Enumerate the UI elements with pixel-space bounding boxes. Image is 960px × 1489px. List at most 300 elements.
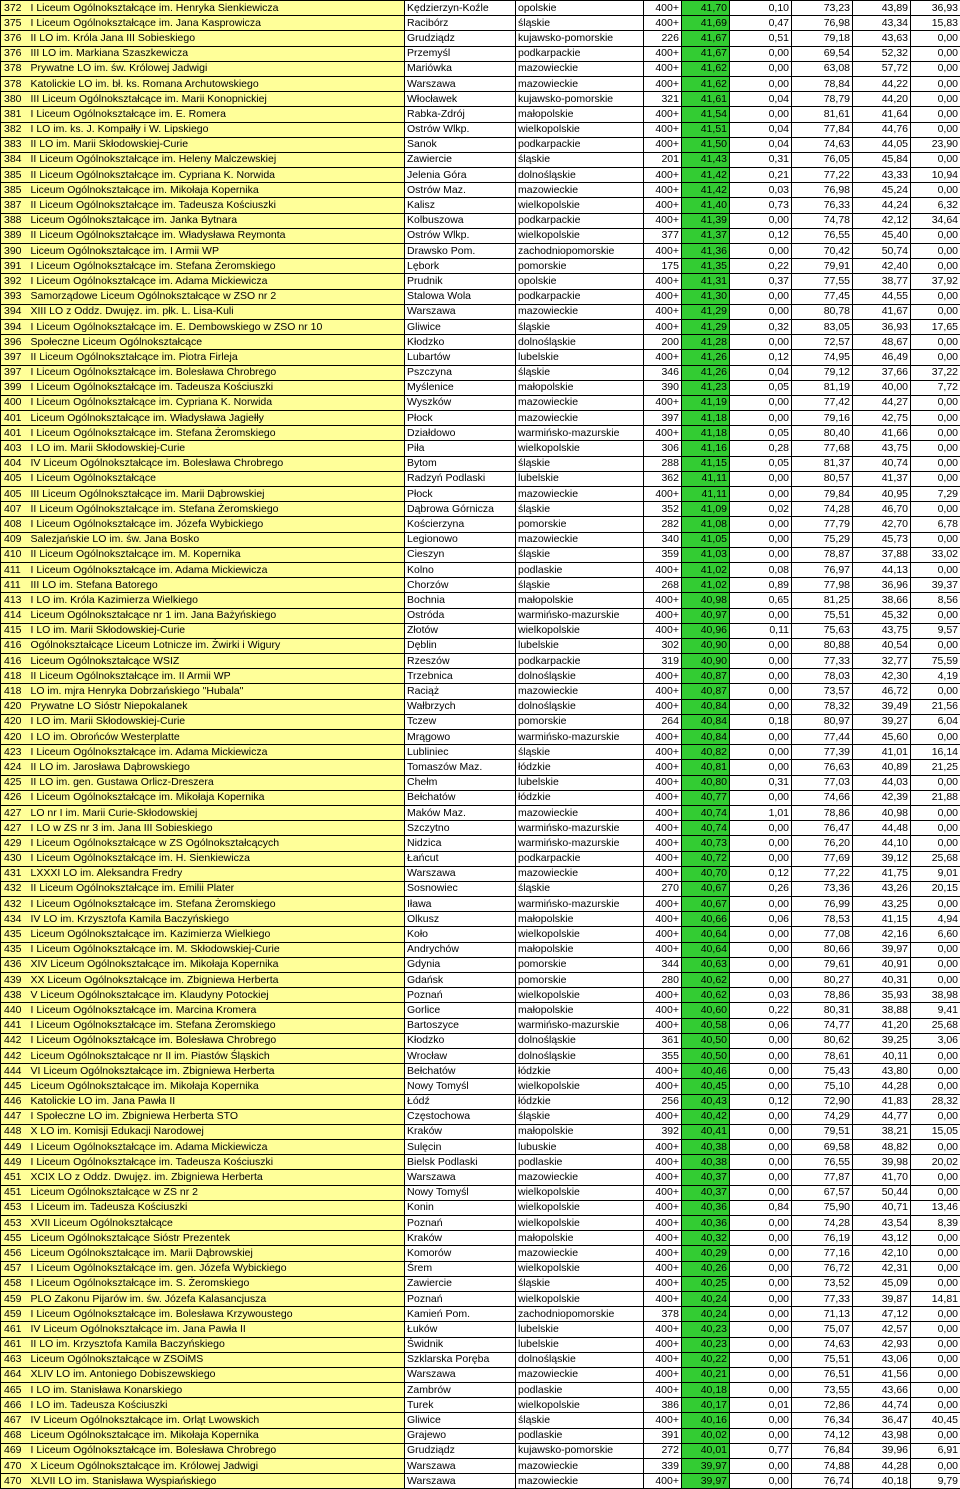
value-b-cell: 79,16	[792, 411, 853, 426]
value-d-cell: 6,04	[911, 714, 960, 729]
value-c-cell: 44,24	[853, 198, 911, 213]
city-cell: Sosnowiec	[405, 881, 516, 896]
value-a-cell: 0,05	[730, 380, 792, 395]
value-b-cell: 80,88	[792, 638, 853, 653]
value-a-cell: 0,00	[730, 851, 792, 866]
value-d-cell: 21,56	[911, 699, 960, 714]
value-a-cell: 0,06	[730, 1018, 792, 1033]
table-row	[1, 502, 960, 517]
value-b-cell: 76,74	[792, 1474, 853, 1489]
score-cell: 40,45	[682, 1079, 730, 1094]
student-count-cell: 400+	[644, 623, 682, 638]
value-c-cell: 44,28	[853, 1079, 911, 1094]
value-b-cell: 77,69	[792, 851, 853, 866]
score-cell: 40,67	[682, 881, 730, 896]
score-cell: 40,37	[682, 1185, 730, 1200]
student-count-cell: 400+	[644, 122, 682, 137]
rank-cell: 396	[1, 335, 29, 350]
table-row	[1, 1, 960, 16]
value-d-cell: 0,00	[911, 61, 960, 76]
value-a-cell: 0,00	[730, 1428, 792, 1443]
value-a-cell: 0,26	[730, 881, 792, 896]
voivodeship-cell: opolskie	[516, 1, 644, 16]
city-cell: Sulęcin	[405, 1140, 516, 1155]
school-name-cell: II Liceum Ogólnokształcące im. II Armii WP	[29, 669, 405, 684]
value-a-cell: 0,00	[730, 1109, 792, 1124]
value-b-cell: 80,57	[792, 471, 853, 486]
table-row	[1, 380, 960, 395]
rank-cell: 441	[1, 1018, 29, 1033]
table-row	[1, 760, 960, 775]
score-cell: 40,42	[682, 1109, 730, 1124]
table-row	[1, 1155, 960, 1170]
rank-cell: 420	[1, 714, 29, 729]
school-name-cell: III Liceum Ogólnokształcące im. Marii Konopnickiej	[29, 92, 405, 107]
value-d-cell: 0,00	[911, 1170, 960, 1185]
value-d-cell: 8,56	[911, 593, 960, 608]
school-name-cell: Prywatne LO Sióstr Niepokalanek	[29, 699, 405, 714]
student-count-cell: 400+	[644, 304, 682, 319]
value-b-cell: 75,90	[792, 1200, 853, 1215]
value-b-cell: 77,22	[792, 866, 853, 881]
rank-cell: 457	[1, 1261, 29, 1276]
score-cell: 40,02	[682, 1428, 730, 1443]
score-cell: 40,81	[682, 760, 730, 775]
value-a-cell: 0,00	[730, 1033, 792, 1048]
voivodeship-cell: śląskie	[516, 502, 644, 517]
score-cell: 40,97	[682, 608, 730, 623]
voivodeship-cell: dolnośląskie	[516, 1352, 644, 1367]
value-c-cell: 39,25	[853, 1033, 911, 1048]
score-cell: 40,84	[682, 730, 730, 745]
value-c-cell: 42,16	[853, 927, 911, 942]
city-cell: Bochnia	[405, 593, 516, 608]
school-name-cell: I Liceum Ogólnokształcące im. Adama Mickiewicza	[29, 562, 405, 577]
city-cell: Wrocław	[405, 1048, 516, 1063]
score-cell: 40,01	[682, 1443, 730, 1458]
rank-cell: 459	[1, 1291, 29, 1306]
value-a-cell: 0,00	[730, 411, 792, 426]
voivodeship-cell: lubelskie	[516, 350, 644, 365]
table-row	[1, 957, 960, 972]
value-a-cell: 0,00	[730, 1140, 792, 1155]
value-d-cell: 0,00	[911, 1459, 960, 1474]
value-d-cell: 0,00	[911, 957, 960, 972]
city-cell: Wałbrzych	[405, 699, 516, 714]
value-d-cell: 15,83	[911, 16, 960, 31]
value-d-cell: 0,00	[911, 244, 960, 259]
school-name-cell: Liceum Ogólnokształcące im. I Armii WP	[29, 244, 405, 259]
rank-cell: 403	[1, 441, 29, 456]
student-count-cell: 400+	[644, 1276, 682, 1291]
student-count-cell: 400+	[644, 1474, 682, 1489]
rank-cell: 399	[1, 380, 29, 395]
voivodeship-cell: mazowieckie	[516, 411, 644, 426]
score-cell: 40,98	[682, 593, 730, 608]
value-b-cell: 76,20	[792, 836, 853, 851]
city-cell: Ostróda	[405, 608, 516, 623]
voivodeship-cell: podlaskie	[516, 562, 644, 577]
rank-cell: 449	[1, 1155, 29, 1170]
score-cell: 40,38	[682, 1155, 730, 1170]
table-row	[1, 1048, 960, 1063]
value-a-cell: 0,00	[730, 471, 792, 486]
value-b-cell: 78,86	[792, 805, 853, 820]
value-c-cell: 37,66	[853, 365, 911, 380]
value-c-cell: 43,75	[853, 623, 911, 638]
table-row	[1, 319, 960, 334]
value-b-cell: 81,61	[792, 107, 853, 122]
voivodeship-cell: mazowieckie	[516, 76, 644, 91]
value-a-cell: 0,65	[730, 593, 792, 608]
voivodeship-cell: mazowieckie	[516, 304, 644, 319]
voivodeship-cell: śląskie	[516, 16, 644, 31]
school-name-cell: II LO im. Króla Jana III Sobieskiego	[29, 31, 405, 46]
voivodeship-cell: pomorskie	[516, 517, 644, 532]
rank-cell: 458	[1, 1276, 29, 1291]
city-cell: Nowy Tomyśl	[405, 1079, 516, 1094]
table-row	[1, 1459, 960, 1474]
school-name-cell: I LO im. Marii Skłodowskiej-Curie	[29, 441, 405, 456]
school-name-cell: X LO im. Komisji Edukacji Narodowej	[29, 1124, 405, 1139]
value-a-cell: 0,00	[730, 942, 792, 957]
student-count-cell: 400+	[644, 198, 682, 213]
value-c-cell: 42,40	[853, 259, 911, 274]
student-count-cell: 175	[644, 259, 682, 274]
student-count-cell: 400+	[644, 562, 682, 577]
value-a-cell: 0,10	[730, 1, 792, 16]
city-cell: Łódź	[405, 1094, 516, 1109]
value-c-cell: 44,27	[853, 395, 911, 410]
value-b-cell: 74,95	[792, 350, 853, 365]
school-name-cell: Liceum Ogólnokształcące im. Janka Bytnara	[29, 213, 405, 228]
value-b-cell: 80,62	[792, 1033, 853, 1048]
school-name-cell: I Liceum Ogólnokształcące im. Tadeusza Kościuszki	[29, 380, 405, 395]
voivodeship-cell: śląskie	[516, 547, 644, 562]
value-c-cell: 43,75	[853, 441, 911, 456]
value-a-cell: 0,00	[730, 1079, 792, 1094]
voivodeship-cell: śląskie	[516, 365, 644, 380]
city-cell: Tomaszów Maz.	[405, 760, 516, 775]
value-d-cell: 0,00	[911, 1276, 960, 1291]
table-row	[1, 1337, 960, 1352]
value-b-cell: 77,79	[792, 517, 853, 532]
voivodeship-cell: wielkopolskie	[516, 927, 644, 942]
city-cell: Stalowa Wola	[405, 289, 516, 304]
city-cell: Grudziądz	[405, 1443, 516, 1458]
student-count-cell: 400+	[644, 730, 682, 745]
student-count-cell: 339	[644, 1459, 682, 1474]
rank-cell: 420	[1, 699, 29, 714]
student-count-cell: 268	[644, 578, 682, 593]
rank-cell: 448	[1, 1124, 29, 1139]
rank-cell: 388	[1, 213, 29, 228]
score-cell: 41,11	[682, 487, 730, 502]
score-cell: 41,36	[682, 244, 730, 259]
value-a-cell: 0,04	[730, 122, 792, 137]
value-c-cell: 46,49	[853, 350, 911, 365]
rank-cell: 391	[1, 259, 29, 274]
value-a-cell: 0,11	[730, 623, 792, 638]
voivodeship-cell: małopolskie	[516, 942, 644, 957]
city-cell: Komorów	[405, 1246, 516, 1261]
city-cell: Ostrów Wlkp.	[405, 122, 516, 137]
score-cell: 40,60	[682, 1003, 730, 1018]
rank-cell: 426	[1, 790, 29, 805]
value-a-cell: 0,02	[730, 502, 792, 517]
voivodeship-cell: mazowieckie	[516, 1459, 644, 1474]
school-name-cell: XLIV LO im. Antoniego Dobiszewskiego	[29, 1367, 405, 1382]
rank-cell: 418	[1, 669, 29, 684]
value-c-cell: 41,01	[853, 745, 911, 760]
score-cell: 40,62	[682, 988, 730, 1003]
school-name-cell: I Liceum Ogólnokształcące im. Tadeusza Kościuszki	[29, 1155, 405, 1170]
voivodeship-cell: dolnośląskie	[516, 1033, 644, 1048]
value-c-cell: 45,40	[853, 228, 911, 243]
rank-cell: 442	[1, 1033, 29, 1048]
value-d-cell: 4,94	[911, 912, 960, 927]
school-name-cell: Liceum Ogólnokształcące im. Mikołaja Kopernika	[29, 183, 405, 198]
student-count-cell: 400+	[644, 821, 682, 836]
score-cell: 41,15	[682, 456, 730, 471]
value-a-cell: 0,47	[730, 16, 792, 31]
voivodeship-cell: warmińsko-mazurskie	[516, 426, 644, 441]
school-name-cell: XLVII LO im. Stanisława Wyspiańskiego	[29, 1474, 405, 1489]
city-cell: Warszawa	[405, 304, 516, 319]
table-row	[1, 213, 960, 228]
table-row	[1, 441, 960, 456]
table-row	[1, 775, 960, 790]
table-row	[1, 1307, 960, 1322]
student-count-cell: 344	[644, 957, 682, 972]
school-name-cell: I Liceum Ogólnokształcące im. Bolesława Chrobrego	[29, 1033, 405, 1048]
rank-cell: 408	[1, 517, 29, 532]
score-cell: 40,46	[682, 1064, 730, 1079]
school-name-cell: I Liceum Ogólnokształcące im. Bolesława Chrobrego	[29, 1443, 405, 1458]
rank-cell: 405	[1, 487, 29, 502]
value-c-cell: 43,63	[853, 31, 911, 46]
value-b-cell: 76,98	[792, 183, 853, 198]
student-count-cell: 400+	[644, 1291, 682, 1306]
student-count-cell: 302	[644, 638, 682, 653]
voivodeship-cell: wielkopolskie	[516, 1079, 644, 1094]
student-count-cell: 400+	[644, 274, 682, 289]
value-b-cell: 77,44	[792, 730, 853, 745]
rank-cell: 383	[1, 137, 29, 152]
city-cell: Prudnik	[405, 274, 516, 289]
city-cell: Gorlice	[405, 1003, 516, 1018]
voivodeship-cell: wielkopolskie	[516, 988, 644, 1003]
voivodeship-cell: podkarpackie	[516, 213, 644, 228]
score-cell: 39,97	[682, 1459, 730, 1474]
value-c-cell: 41,83	[853, 1094, 911, 1109]
city-cell: Bełchatów	[405, 1064, 516, 1079]
value-b-cell: 67,57	[792, 1185, 853, 1200]
score-cell: 41,43	[682, 152, 730, 167]
score-cell: 40,74	[682, 821, 730, 836]
table-row	[1, 1246, 960, 1261]
voivodeship-cell: mazowieckie	[516, 1170, 644, 1185]
score-cell: 41,54	[682, 107, 730, 122]
value-c-cell: 41,56	[853, 1367, 911, 1382]
voivodeship-cell: mazowieckie	[516, 684, 644, 699]
student-count-cell: 392	[644, 1124, 682, 1139]
student-count-cell: 264	[644, 714, 682, 729]
student-count-cell: 400+	[644, 988, 682, 1003]
voivodeship-cell: podlaskie	[516, 1155, 644, 1170]
value-a-cell: 0,00	[730, 244, 792, 259]
city-cell: Przemyśl	[405, 46, 516, 61]
table-row	[1, 593, 960, 608]
student-count-cell: 288	[644, 456, 682, 471]
value-d-cell: 0,00	[911, 1231, 960, 1246]
value-c-cell: 35,93	[853, 988, 911, 1003]
city-cell: Świdnik	[405, 1337, 516, 1352]
value-d-cell: 0,00	[911, 836, 960, 851]
city-cell: Poznań	[405, 1216, 516, 1231]
score-cell: 40,24	[682, 1307, 730, 1322]
school-name-cell: LO im. mjra Henryka Dobrzańskiego "Hubala"	[29, 684, 405, 699]
value-b-cell: 77,22	[792, 168, 853, 183]
voivodeship-cell: łódzkie	[516, 790, 644, 805]
value-d-cell: 39,37	[911, 578, 960, 593]
student-count-cell: 400+	[644, 1064, 682, 1079]
value-a-cell: 0,37	[730, 274, 792, 289]
rank-cell: 446	[1, 1094, 29, 1109]
city-cell: Warszawa	[405, 1459, 516, 1474]
score-cell: 40,38	[682, 1140, 730, 1155]
value-c-cell: 44,48	[853, 821, 911, 836]
table-row	[1, 1018, 960, 1033]
value-c-cell: 42,12	[853, 213, 911, 228]
value-c-cell: 41,75	[853, 866, 911, 881]
rank-cell: 376	[1, 31, 29, 46]
rank-cell: 385	[1, 183, 29, 198]
voivodeship-cell: mazowieckie	[516, 866, 644, 881]
voivodeship-cell: śląskie	[516, 1276, 644, 1291]
value-c-cell: 41,66	[853, 426, 911, 441]
value-c-cell: 39,87	[853, 1291, 911, 1306]
score-cell: 40,36	[682, 1216, 730, 1231]
city-cell: Warszawa	[405, 1367, 516, 1382]
voivodeship-cell: pomorskie	[516, 259, 644, 274]
voivodeship-cell: wielkopolskie	[516, 228, 644, 243]
value-c-cell: 41,64	[853, 107, 911, 122]
table-row	[1, 1398, 960, 1413]
table-row	[1, 1428, 960, 1443]
value-a-cell: 0,00	[730, 957, 792, 972]
city-cell: Działdowo	[405, 426, 516, 441]
value-b-cell: 70,42	[792, 244, 853, 259]
school-name-cell: I Liceum Ogólnokształcące im. gen. Józefa Wybickiego	[29, 1261, 405, 1276]
student-count-cell: 377	[644, 228, 682, 243]
value-a-cell: 0,00	[730, 517, 792, 532]
city-cell: Drawsko Pom.	[405, 244, 516, 259]
voivodeship-cell: warmińsko-mazurskie	[516, 821, 644, 836]
table-row	[1, 168, 960, 183]
rank-cell: 434	[1, 912, 29, 927]
city-cell: Cieszyn	[405, 547, 516, 562]
student-count-cell: 400+	[644, 426, 682, 441]
value-d-cell: 0,00	[911, 942, 960, 957]
student-count-cell: 361	[644, 1033, 682, 1048]
city-cell: Lubartów	[405, 350, 516, 365]
value-d-cell: 33,02	[911, 547, 960, 562]
table-row	[1, 1322, 960, 1337]
student-count-cell: 390	[644, 380, 682, 395]
value-c-cell: 44,74	[853, 1398, 911, 1413]
voivodeship-cell: mazowieckie	[516, 1367, 644, 1382]
table-row	[1, 547, 960, 562]
voivodeship-cell: mazowieckie	[516, 1474, 644, 1489]
value-c-cell: 41,20	[853, 1018, 911, 1033]
value-a-cell: 0,12	[730, 866, 792, 881]
student-count-cell: 400+	[644, 1155, 682, 1170]
voivodeship-cell: małopolskie	[516, 380, 644, 395]
value-a-cell: 0,00	[730, 1064, 792, 1079]
value-c-cell: 43,54	[853, 1216, 911, 1231]
score-cell: 40,25	[682, 1276, 730, 1291]
table-row	[1, 152, 960, 167]
student-count-cell: 400+	[644, 1079, 682, 1094]
voivodeship-cell: wielkopolskie	[516, 1291, 644, 1306]
value-c-cell: 52,32	[853, 46, 911, 61]
value-c-cell: 38,88	[853, 1003, 911, 1018]
score-cell: 41,30	[682, 289, 730, 304]
value-d-cell: 6,32	[911, 198, 960, 213]
rank-cell: 453	[1, 1200, 29, 1215]
table-row	[1, 1367, 960, 1382]
school-name-cell: Salezjańskie LO im. św. Jana Bosko	[29, 532, 405, 547]
school-name-cell: I Liceum Ogólnokształcące im. Adama Mickiewicza	[29, 1140, 405, 1155]
value-a-cell: 0,84	[730, 1200, 792, 1215]
value-a-cell: 0,01	[730, 1398, 792, 1413]
student-count-cell: 400+	[644, 61, 682, 76]
score-cell: 41,18	[682, 426, 730, 441]
value-c-cell: 39,12	[853, 851, 911, 866]
school-name-cell: XX Liceum Ogólnokształcące im. Zbigniewa Herberta	[29, 973, 405, 988]
value-c-cell: 45,73	[853, 532, 911, 547]
value-d-cell: 0,00	[911, 1109, 960, 1124]
value-b-cell: 74,77	[792, 1018, 853, 1033]
city-cell: Bartoszyce	[405, 1018, 516, 1033]
value-c-cell: 44,22	[853, 76, 911, 91]
table-row	[1, 866, 960, 881]
voivodeship-cell: śląskie	[516, 578, 644, 593]
score-cell: 40,96	[682, 623, 730, 638]
value-d-cell: 0,00	[911, 973, 960, 988]
voivodeship-cell: małopolskie	[516, 1003, 644, 1018]
score-cell: 41,35	[682, 259, 730, 274]
student-count-cell: 400+	[644, 487, 682, 502]
voivodeship-cell: podkarpackie	[516, 654, 644, 669]
value-a-cell: 0,21	[730, 168, 792, 183]
value-c-cell: 41,15	[853, 912, 911, 927]
value-d-cell: 0,00	[911, 1064, 960, 1079]
school-name-cell: Liceum Ogólnokształcące w ZS nr 2	[29, 1185, 405, 1200]
value-c-cell: 37,88	[853, 547, 911, 562]
value-a-cell: 0,00	[730, 760, 792, 775]
student-count-cell: 400+	[644, 790, 682, 805]
table-row	[1, 46, 960, 61]
value-d-cell: 0,00	[911, 1307, 960, 1322]
value-d-cell: 0,00	[911, 259, 960, 274]
value-d-cell: 0,00	[911, 471, 960, 486]
value-c-cell: 41,67	[853, 304, 911, 319]
voivodeship-cell: zachodniopomorskie	[516, 1307, 644, 1322]
city-cell: Olkusz	[405, 912, 516, 927]
rank-cell: 381	[1, 107, 29, 122]
